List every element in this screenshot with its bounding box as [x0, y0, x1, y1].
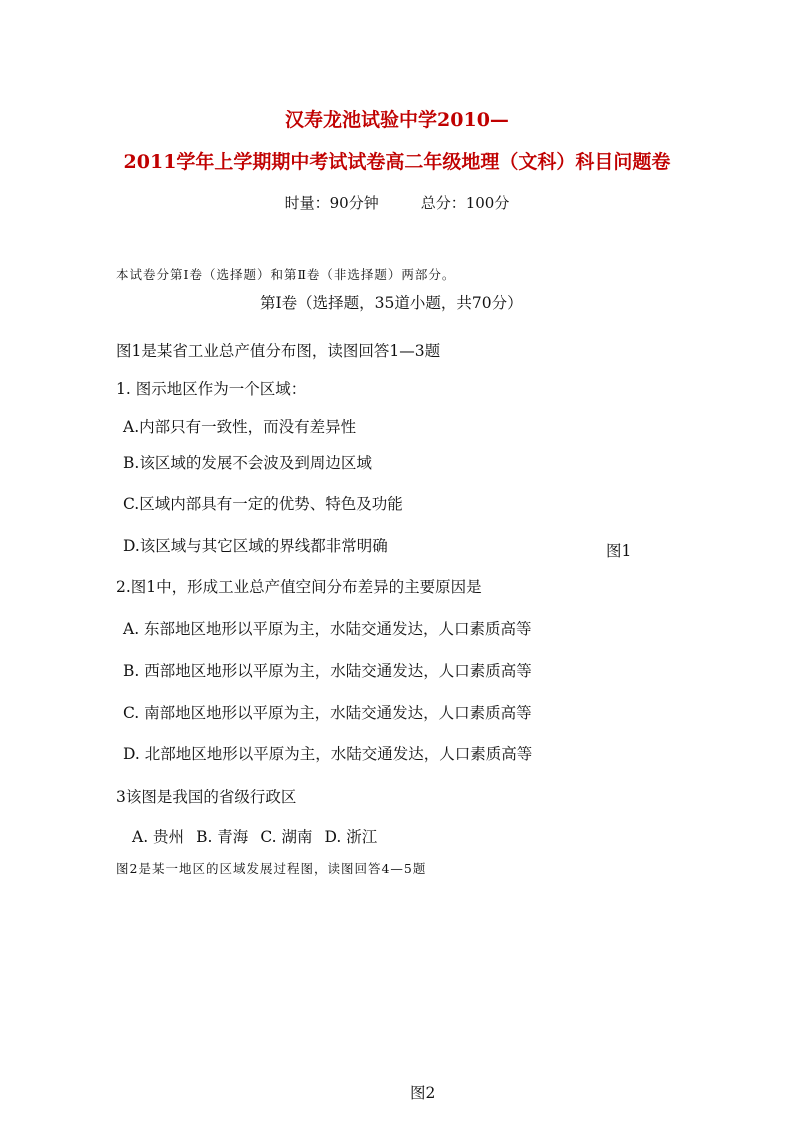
- question-3-option-d: D. 浙江: [324, 828, 378, 846]
- question-3-option-b: B. 青海: [196, 828, 249, 846]
- exam-title-line1: 汉寿龙池试验中学2010—: [285, 109, 509, 131]
- exam-title-line2: 2011学年上学期期中考试试卷高二年级地理（文科）科目问题卷: [123, 151, 671, 173]
- figure-1-intro: 图1是某省工业总产值分布图，读图回答1—3题: [116, 342, 441, 360]
- question-3-stem: 3该图是我国的省级行政区: [116, 788, 297, 806]
- question-1-option-b: B.该区域的发展不会波及到周边区域: [123, 454, 372, 472]
- question-2-option-b: B. 西部地区地形以平原为主，水陆交通发达，人口素质高等: [123, 662, 532, 680]
- question-1-option-a: A.内部只有一致性，而没有差异性: [123, 418, 357, 436]
- question-3-option-c: C. 湖南: [260, 828, 313, 846]
- question-1-stem: 1. 图示地区作为一个区域：: [116, 380, 307, 398]
- exam-intro: 本试卷分第Ⅰ卷（选择题）和第Ⅱ卷（非选择题）两部分。: [116, 267, 456, 282]
- question-1-option-d: D.该区域与其它区域的界线都非常明确: [123, 537, 388, 555]
- exam-time: 时量：90分钟: [284, 194, 379, 212]
- section-1-heading: 第Ⅰ卷（选择题，35道小题，共70分）: [260, 294, 523, 312]
- question-2-option-d: D. 北部地区地形以平原为主，水陆交通发达，人口素质高等: [123, 745, 533, 763]
- question-2-stem: 2.图1中，形成工业总产值空间分布差异的主要原因是: [116, 578, 482, 596]
- figure-2-intro: 图2是某一地区的区域发展过程图，读图回答4—5题: [116, 861, 427, 876]
- question-2-option-c: C. 南部地区地形以平原为主，水陆交通发达，人口素质高等: [123, 704, 532, 722]
- exam-total: 总分：100分: [420, 194, 510, 212]
- exam-meta: [0, 196, 794, 211]
- figure-1-label: 图1: [606, 542, 632, 560]
- question-1-option-c: C.区域内部具有一定的优势、特色及功能: [123, 495, 403, 513]
- question-3-option-a: A. 贵州: [132, 828, 185, 846]
- figure-2-label: 图2: [410, 1084, 436, 1102]
- question-3-options: [132, 830, 377, 846]
- question-2-option-a: A. 东部地区地形以平原为主，水陆交通发达，人口素质高等: [123, 620, 532, 638]
